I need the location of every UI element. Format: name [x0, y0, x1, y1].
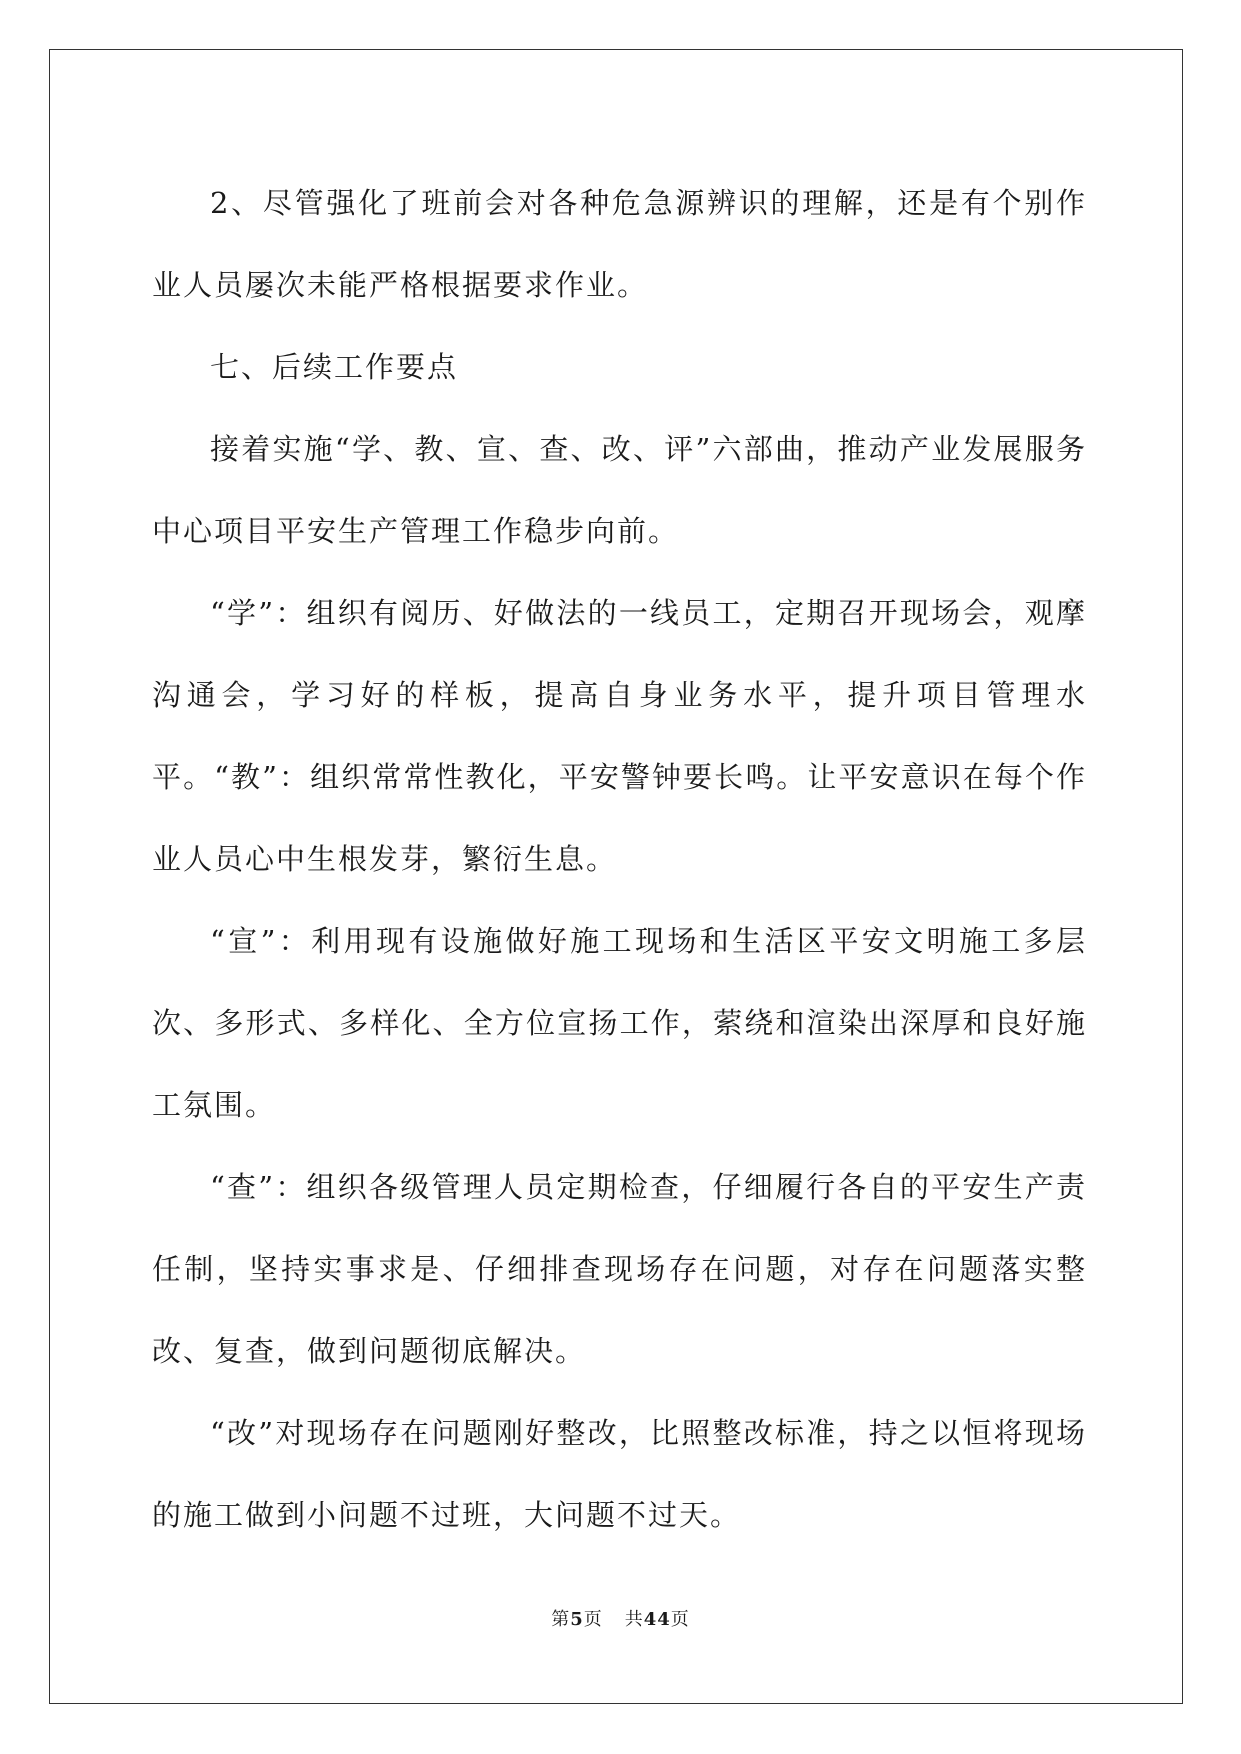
- total-pages: 44: [643, 1609, 671, 1630]
- paragraph-publicize: “宣”：利用现有设施做好施工现场和生活区平安文明施工多层次、多形式、多样化、全方位宣扬工作，萦绕和渲染出深厚和良好施工氛围。: [152, 924, 1087, 1122]
- page-number: 5: [570, 1609, 584, 1630]
- paragraph-rectify: “改”对现场存在问题刚好整改，比照整改标准，持之以恒将现场的施工做到小问题不过班，大问题不过天。: [152, 1416, 1087, 1532]
- paragraph-six-steps: 接着实施“学、教、宣、查、改、评”六部曲，推动产业发展服务中心项目平安生产管理工作稳步向前。: [152, 432, 1087, 548]
- document-body: [152, 162, 1087, 1556]
- total-suffix: 页: [670, 1609, 690, 1630]
- section-heading-follow-up: 七、后续工作要点: [210, 350, 459, 384]
- paragraph-item-2: 2、尽管强化了班前会对各种危急源辨识的理解，还是有个别作业人员屡次未能严格根据要求作业。: [152, 186, 1087, 302]
- page-suffix: 页: [583, 1609, 603, 1630]
- page-prefix: 第: [551, 1609, 571, 1630]
- paragraph-learn-teach: “学”：组织有阅历、好做法的一线员工，定期召开现场会，观摩沟通会，学习好的样板，提高自身业务水平，提升项目管理水平。“教”：组织常常性教化，平安警钟要长鸣。让平安意识在每个作业人员心中生根发芽，繁衍生息。: [152, 596, 1087, 876]
- page-footer: [0, 1608, 1241, 1632]
- paragraph-inspect: “查”：组织各级管理人员定期检查，仔细履行各自的平安生产责任制，坚持实事求是、仔细排查现场存在问题，对存在问题落实整改、复查，做到问题彻底解决。: [152, 1170, 1087, 1368]
- total-prefix: 共: [624, 1609, 644, 1630]
